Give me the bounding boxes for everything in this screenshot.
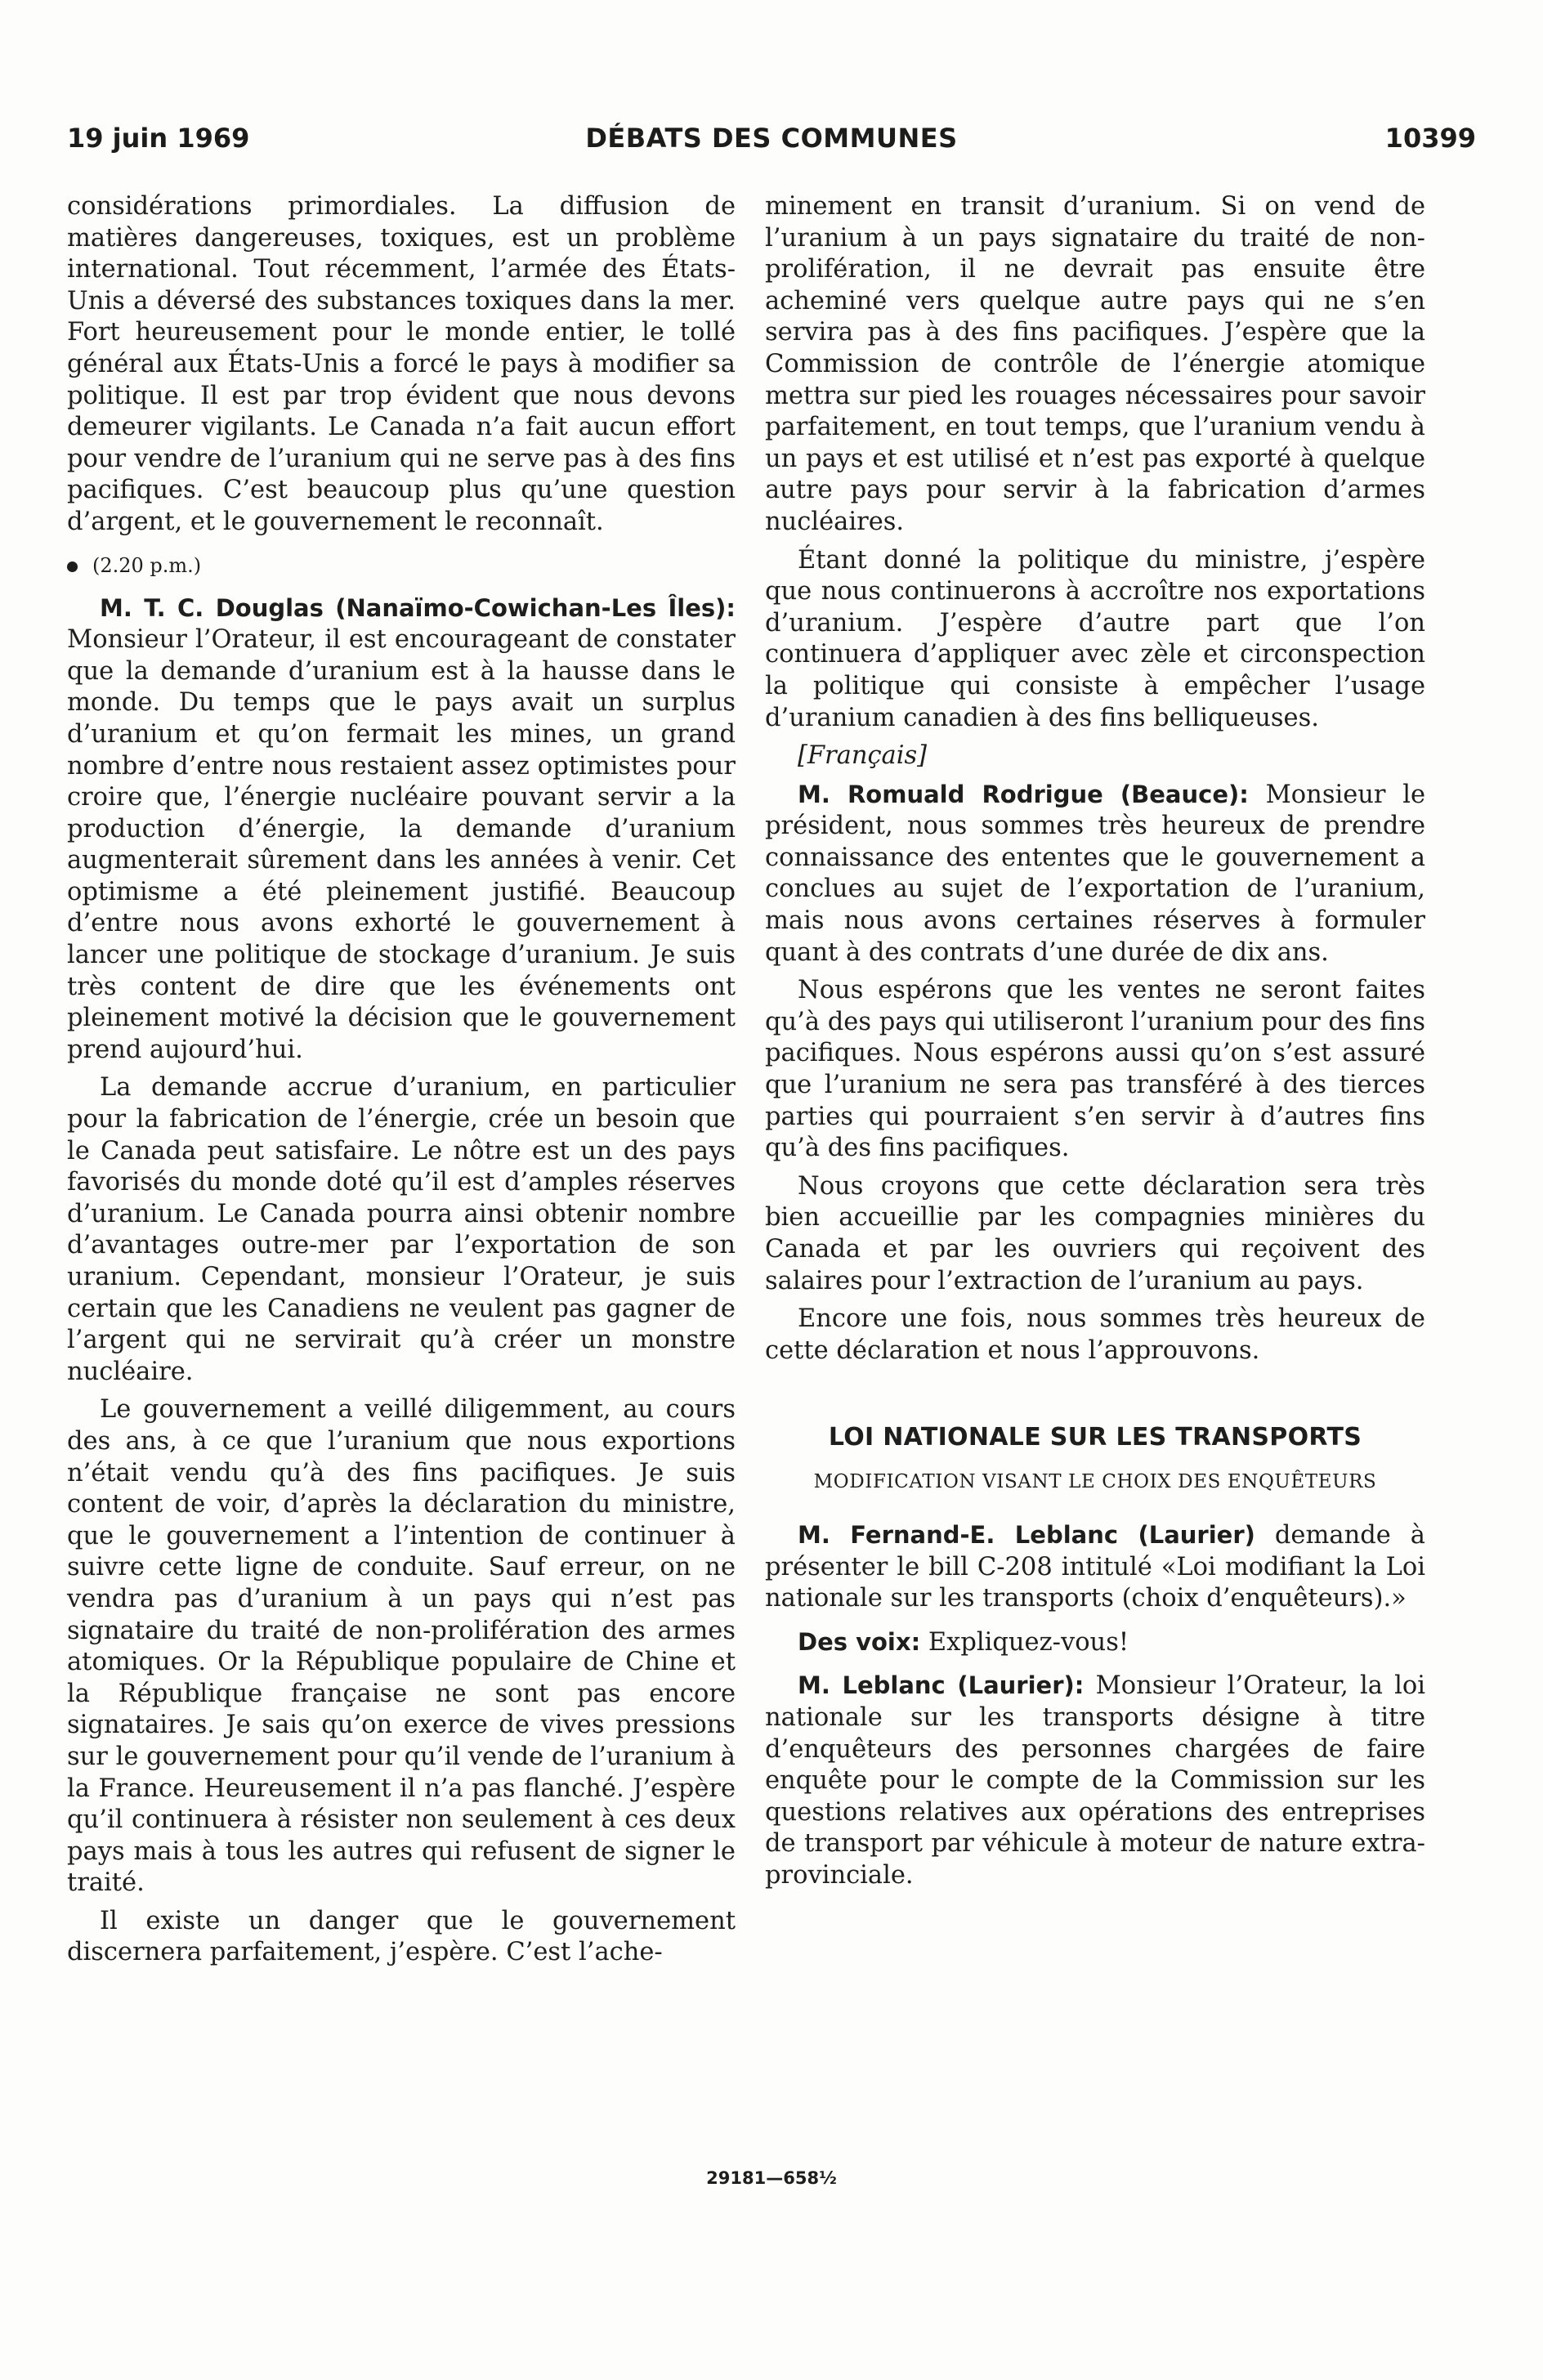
speech-paragraph (765, 1626, 1425, 1659)
paragraph: Nous espérons que les ventes ne seront faites qu’à des pays qui utiliseront l’uranium pour des fins pacifiques. Nous espérons aussi qu’on s’est assuré que l’uranium ne sera pas transféré à des tierces parties qui pourraient s’en servir à d’autres fins qu’à des fins pacifiques. (765, 976, 1425, 1163)
speaker-name: M. Leblanc (Laurier): (798, 1671, 1085, 1700)
paragraph: Encore une fois, nous sommes très heureux de cette déclaration et nous l’approuvons. (765, 1304, 1425, 1365)
paragraph: Le gouvernement a veillé diligemment, au cours des ans, à ce que l’uranium que nous exportions n’était vendu qu’à des fins pacifiques. Je suis content de voir, d’après la déclaration du ministre, que le gouvernement a l’intention de continuer à suivre cette ligne de conduite. Sauf erreur, on ne vendra pas d’uranium à un pays qui n’est pas signataire du traité de non-prolifération des armes atomiques. Or la République populaire de Chine et la République française ne sont pas encore signataires. Je sais qu’on exerce de vives pressions sur le gouvernement pour qu’il vende de l’uranium à la France. Heureusement il n’a pas flanché. J’espère qu’il continuera à résister non seulement à ces deux pays mais à tous les autres qui refusent de signer le traité. (67, 1395, 736, 1898)
speech-paragraph (765, 779, 1425, 969)
header-title: DÉBATS DES COMMUNES (585, 123, 958, 154)
paragraph: Étant donné la politique du ministre, j’espère que nous continuerons à accroître nos exportations d’uranium. J’espère d’autre part que l’on continuera d’appliquer avec zèle et circonspection la politique qui consiste à empêcher l’usage d’uranium canadien à des fins belliqueuses. (765, 545, 1425, 732)
speech-paragraph (765, 1519, 1425, 1615)
speech-paragraph (67, 593, 736, 1067)
speech-paragraph (765, 1670, 1425, 1891)
speaker-name: M. Romuald Rodrigue (Beauce): (798, 780, 1249, 808)
speech-text: Monsieur l’Orateur, il est encourageant de constater que la demande d’uranium est à la hausse dans le monde. Du temps que le pays avait un surplus d’uranium et qu’on fermait les mines, un grand nombre d’entre nous restaient assez optimistes pour croire que, l’énergie nucléaire pouvant servir a la production d’énergie, la demande d’uranium augmenterait sûrement dans les années à venir. Cet optimisme a été pleinement justifié. Beaucoup d’entre nous avons exhorté le gouvernement à lancer une politique de stockage d’uranium. Je suis très content de dire que les événements ont pleinement motivé la décision que le gouvernement prend aujourd’hui. (67, 625, 736, 1064)
bullet-icon (67, 561, 78, 572)
paragraph: Nous croyons que cette déclaration sera très bien accueillie par les compagnies minières du Canada et par les ouvriers qui reçoivent des salaires pour l’extraction de l’uranium au pays. (765, 1171, 1425, 1295)
section-title: LOI NATIONALE SUR LES TRANSPORTS (828, 1423, 1362, 1452)
speaker-name: Des voix: (798, 1627, 921, 1656)
header-date: 19 juin 1969 (67, 123, 250, 154)
speaker-name: M. Fernand-E. Leblanc (Laurier) (798, 1520, 1255, 1549)
speaker-name: M. T. C. Douglas (Nanaïmo-Cowichan-Les Îles): (100, 593, 736, 622)
time-marker (67, 553, 736, 578)
running-head (67, 123, 1476, 172)
right-column (765, 191, 1425, 1899)
speech-text: Monsieur le président, nous sommes très heureux de prendre connaissance des ententes que le gouvernement a conclues au sujet de l’exportation de l’uranium, mais nous avons certaines réserves à formuler quant à des contrats d’une durée de dix ans. (765, 780, 1426, 967)
paragraph: La demande accrue d’uranium, en particulier pour la fabrication de l’énergie, crée un besoin que le Canada peut satisfaire. Le nôtre est un des pays favorisés du monde doté qu’il est d’amples réserves d’uranium. Le Canada pourra ainsi obtenir nombre d’avantages outre-mer par l’exportation de son uranium. Cependant, monsieur l’Orateur, je suis certain que les Canadiens ne veulent pas gagner de l’argent qui ne servirait qu’à créer un monstre nucléaire. (67, 1073, 736, 1386)
speech-text: demande à présenter le bill C-208 intitulé «Loi modifiant la Loi nationale sur les transports (choix d’enquêteurs).» (765, 1520, 1425, 1613)
time-marker-text: (2.20 p.m.) (92, 553, 202, 577)
print-code: 29181—658½ (706, 2168, 837, 2188)
left-column (67, 191, 736, 1975)
header-page-number: 10399 (1384, 123, 1476, 154)
speech-text: Expliquez-vous! (928, 1627, 1129, 1657)
paragraph: considérations primordiales. La diffusion de matières dangereuses, toxiques, est un problème international. Tout récemment, l’armée des États-Unis a déversé des substances toxiques dans la mer. Fort heureusement pour le monde entier, le tollé général aux États-Unis a forcé le pays à modifier sa politique. Il est par trop évident que nous devons demeurer vigilants. Le Canada n’a fait aucun effort pour vendre de l’uranium qui ne serve pas à des fins pacifiques. C’est beaucoup plus qu’une question d’argent, et le gouvernement le reconnaît. (67, 192, 736, 536)
paragraph: Il existe un danger que le gouvernement discernera parfaitement, j’espère. C’est l’ache- (67, 1906, 736, 1967)
section-subtitle: MODIFICATION VISANT LE CHOIX DES ENQUÊTEURS (813, 1470, 1377, 1492)
speech-text: Monsieur l’Orateur, la loi nationale sur les transports désigne à titre d’enquêteurs des personnes chargées de faire enquête pour le compte de la Commission sur les questions relatives aux opérations des entreprises de transport par véhicule à moteur de nature extra-provinciale. (765, 1671, 1425, 1890)
paragraph: minement en transit d’uranium. Si on vend de l’uranium à un pays signataire du traité de non-prolifération, il ne devrait pas ensuite être acheminé vers quelque autre pays qui ne s’en servira pas à des fins pacifiques. J’espère que la Commission de contrôle de l’énergie atomique mettra sur pied les rouages nécessaires pour savoir parfaitement, en tout temps, que l’uranium vendu à un pays et est utilisé et n’est pas exporté à quelque autre pays pour servir à la fabrication d’armes nucléaires. (765, 192, 1425, 536)
language-tag: [Français] (798, 741, 928, 771)
